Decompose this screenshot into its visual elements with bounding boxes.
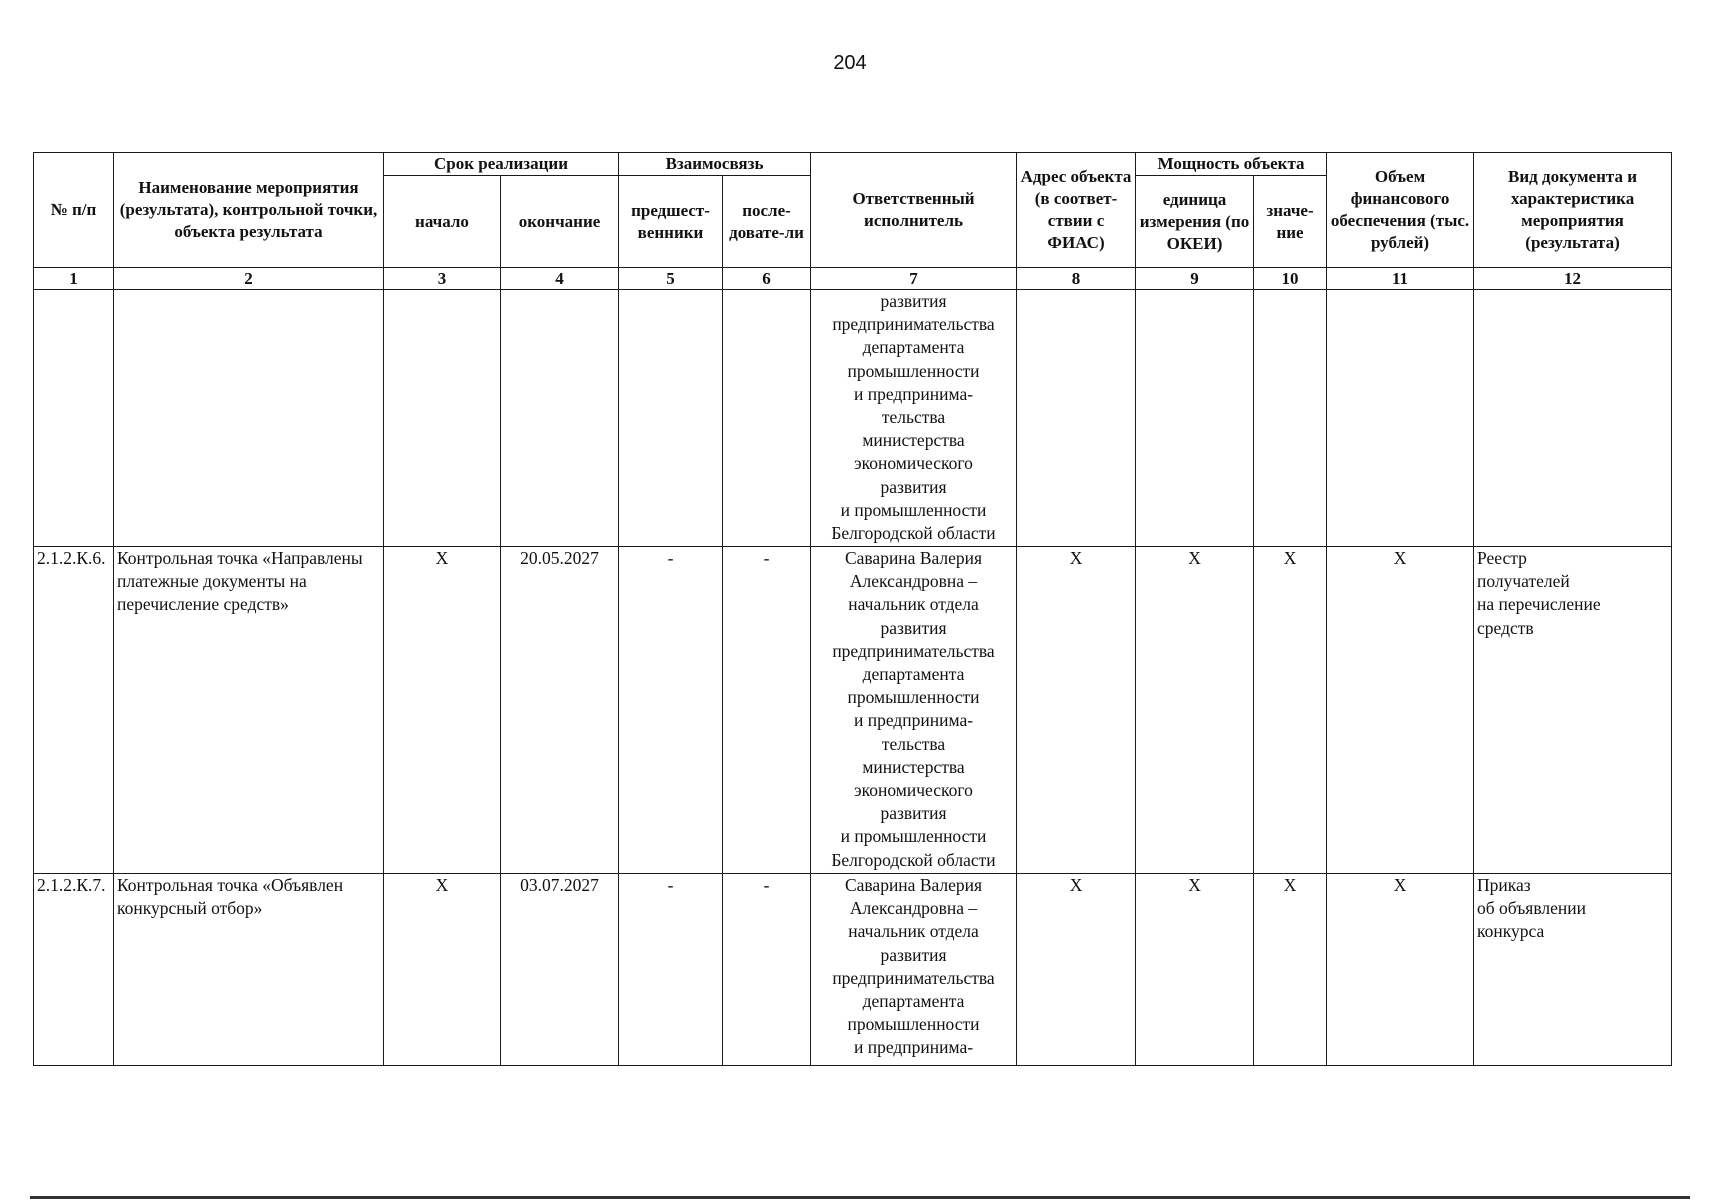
executor-line: департамента [862,337,965,358]
column-number-row [34,268,1672,290]
row-unit: X [1136,547,1254,874]
executor-line: предпринимательства [832,314,995,335]
scan-edge-line [30,1196,1690,1199]
row-number [34,290,114,547]
header-power-group: Мощность объекта [1136,153,1327,176]
executor-line: и предпринима- [853,383,974,404]
column-number: 2 [114,268,384,290]
document-line: Приказ [1477,875,1531,895]
executor-line: и предпринима- [853,710,974,731]
executor-line: промышленности [847,687,980,708]
row-unit: X [1136,874,1254,1066]
executor-line: департамента [862,991,965,1012]
executor-line: развития [880,944,947,965]
document-line: конкурса [1477,921,1545,942]
row-document [1474,547,1672,874]
row-number: 2.1.2.К.6. [34,547,114,874]
executor-line: Александровна – [849,898,978,919]
header-start: начало [384,176,501,268]
row-end: 20.05.2027 [501,547,619,874]
row-value: X [1254,874,1327,1066]
row-address [1017,290,1136,547]
executor-line: тельства [881,733,946,754]
executor-line: развития [880,476,947,497]
executor-line: и промышленности [840,499,987,520]
row-successors: - [723,874,811,1066]
row-financing [1327,290,1474,547]
document-line: средств [1477,617,1534,638]
column-number: 11 [1327,268,1474,290]
table-row [34,874,1672,1066]
executor-line: экономического [854,780,973,801]
header-end: окончание [501,176,619,268]
row-end: 03.07.2027 [501,874,619,1066]
executor-line: начальник отдела [848,921,979,942]
header-unit: единица измерения (по ОКЕИ) [1136,176,1254,268]
header-value: значе-ние [1254,176,1327,268]
row-address: X [1017,547,1136,874]
document-line: на перечисление [1477,594,1601,615]
executor-line: экономического [854,453,973,474]
header-link-group: Взаимосвязь [619,153,811,176]
header-document: Вид документа и характеристика мероприятия (результата) [1474,153,1672,268]
header-address: Адрес объекта (в соответ-ствии с ФИАС) [1017,153,1136,268]
row-document [1474,290,1672,547]
executor-line: развития [880,291,947,311]
executor-line: промышленности [847,1014,980,1035]
executor-line: предпринимательства [832,967,995,988]
executor-line: Саварина Валерия [844,875,983,895]
executor-line: и промышленности [840,826,987,847]
header-term-group: Срок реализации [384,153,619,176]
executor-line: министерства [862,756,965,777]
executor-line: развития [880,803,947,824]
row-predecessors: - [619,874,723,1066]
header-name: Наименование мероприятия (результата), контрольной точки, объекта результата [114,153,384,268]
executor-line: начальник отдела [848,594,979,615]
column-number: 6 [723,268,811,290]
row-name: Контрольная точка «Направлены платежные документы на перечисление средств» [114,547,384,874]
row-financing: X [1327,874,1474,1066]
column-number: 3 [384,268,501,290]
row-executor [811,874,1017,1066]
row-executor [811,547,1017,874]
executor-line: и предпринима- [853,1037,974,1058]
document-line: получателей [1477,571,1570,592]
row-start [384,290,501,547]
row-end [501,290,619,547]
row-document [1474,874,1672,1066]
executor-line: предпринимательства [832,640,995,661]
column-number: 5 [619,268,723,290]
row-predecessors: - [619,547,723,874]
row-value: X [1254,547,1327,874]
header-predecessors: предшест-венники [619,176,723,268]
row-name: Контрольная точка «Объявлен конкурсный отбор» [114,874,384,1066]
header-executor: Ответственный исполнитель [811,153,1017,268]
row-start: X [384,874,501,1066]
row-successors [723,290,811,547]
executor-line: развития [880,617,947,638]
row-name [114,290,384,547]
executor-line: Александровна – [849,571,978,592]
executor-line: департамента [862,664,965,685]
row-address: X [1017,874,1136,1066]
executor-line: тельства [881,407,946,428]
events-table [33,152,1672,1066]
column-number: 10 [1254,268,1327,290]
row-successors: - [723,547,811,874]
executor-line: Белгородской области [831,849,996,870]
row-start: X [384,547,501,874]
column-number: 1 [34,268,114,290]
column-number: 8 [1017,268,1136,290]
table-row [34,547,1672,874]
row-number: 2.1.2.К.7. [34,874,114,1066]
executor-line: Белгородской области [831,523,996,544]
column-number: 9 [1136,268,1254,290]
header-no: № п/п [34,153,114,268]
executor-line: Саварина Валерия [844,548,983,568]
column-number: 4 [501,268,619,290]
column-number: 12 [1474,268,1672,290]
row-executor [811,290,1017,547]
header-row-top [34,153,1672,176]
document-line: об объявлении [1477,898,1586,919]
row-unit [1136,290,1254,547]
header-successors: после-довате-ли [723,176,811,268]
header-financing: Объем финансового обеспечения (тыс. рублей) [1327,153,1474,268]
column-number: 7 [811,268,1017,290]
row-predecessors [619,290,723,547]
row-value [1254,290,1327,547]
row-financing: X [1327,547,1474,874]
document-line: Реестр [1477,548,1527,568]
executor-line: министерства [862,430,965,451]
table-row [34,290,1672,547]
page-number: 204 [833,52,867,74]
executor-line: промышленности [847,360,980,381]
